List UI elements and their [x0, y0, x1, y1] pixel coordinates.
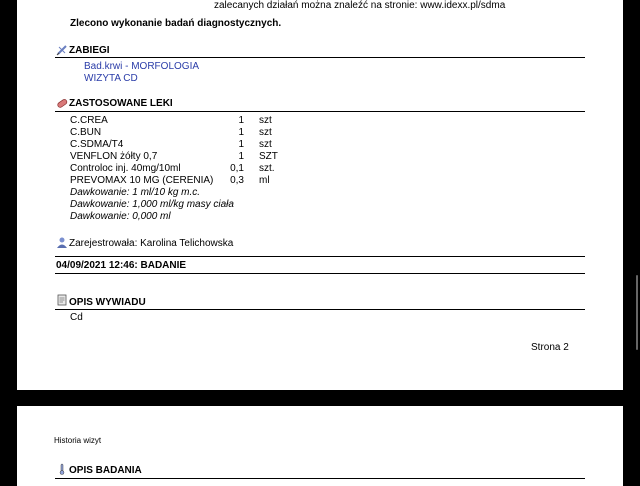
- opis-badania-heading: OPIS BADANIA: [69, 465, 142, 476]
- notes-icon: [56, 294, 68, 306]
- drug-qty: 1: [238, 151, 244, 162]
- zabiegi-heading: ZABIEGI: [69, 45, 110, 56]
- opis-wywiadu-heading: OPIS WYWIADU: [69, 297, 146, 308]
- drug-unit: szt.: [259, 163, 275, 174]
- diagnostics-ordered-note: Zlecono wykonanie badań diagnostycznych.: [70, 18, 282, 29]
- interview-text: Cd: [70, 312, 83, 323]
- document-page-2: [17, 406, 623, 486]
- drug-name: Controloc inj. 40mg/10ml: [70, 163, 181, 174]
- divider: [55, 256, 585, 257]
- page-number: Strona 2: [531, 342, 569, 353]
- drug-name: PREVOMAX 10 MG (CERENIA): [70, 175, 214, 186]
- drug-name: C.CREA: [70, 115, 108, 126]
- drug-qty: 1: [238, 127, 244, 138]
- divider: [55, 111, 585, 112]
- syringe-icon: [56, 44, 68, 56]
- pill-icon: [56, 97, 68, 109]
- divider: [55, 478, 585, 479]
- drug-qty: 0,1: [230, 163, 244, 174]
- dosage-note: Dawkowanie: 0,000 ml: [70, 211, 171, 222]
- drug-qty: 0,3: [230, 175, 244, 186]
- scrollbar-thumb[interactable]: [636, 275, 638, 350]
- drug-unit: SZT: [259, 151, 278, 162]
- dosage-note: Dawkowanie: 1 ml/10 kg m.c.: [70, 187, 201, 198]
- drug-name: C.SDMA/T4: [70, 139, 124, 150]
- user-icon: [56, 236, 68, 248]
- thermometer-icon: [56, 463, 68, 475]
- procedure-item[interactable]: WIZYTA CD: [84, 73, 138, 84]
- visit-header: 04/09/2021 12:46: BADANIE: [56, 260, 187, 271]
- drug-qty: 1: [238, 139, 244, 150]
- procedure-item[interactable]: Bad.krwi - MORFOLOGIA: [84, 61, 200, 72]
- divider: [55, 273, 585, 274]
- drug-unit: szt: [259, 127, 272, 138]
- drug-unit: szt: [259, 115, 272, 126]
- zastosowane-leki-heading: ZASTOSOWANE LEKI: [69, 98, 173, 109]
- divider: [55, 57, 585, 58]
- sdma-info-text: zalecanych działań można znaleźć na stronie: www.idexx.pl/sdma: [214, 0, 506, 11]
- drug-unit: szt: [259, 139, 272, 150]
- drug-name: VENFLON żółty 0,7: [70, 151, 158, 162]
- dosage-note: Dawkowanie: 1,000 ml/kg masy ciała: [70, 199, 234, 210]
- registered-by: Zarejestrowała: Karolina Telichowska: [69, 238, 234, 249]
- drug-unit: ml: [259, 175, 270, 186]
- drug-name: C.BUN: [70, 127, 102, 138]
- drug-qty: 1: [238, 115, 244, 126]
- document-page-1: [17, 0, 623, 390]
- divider: [55, 309, 585, 310]
- page-header: Historia wizyt: [54, 436, 102, 445]
